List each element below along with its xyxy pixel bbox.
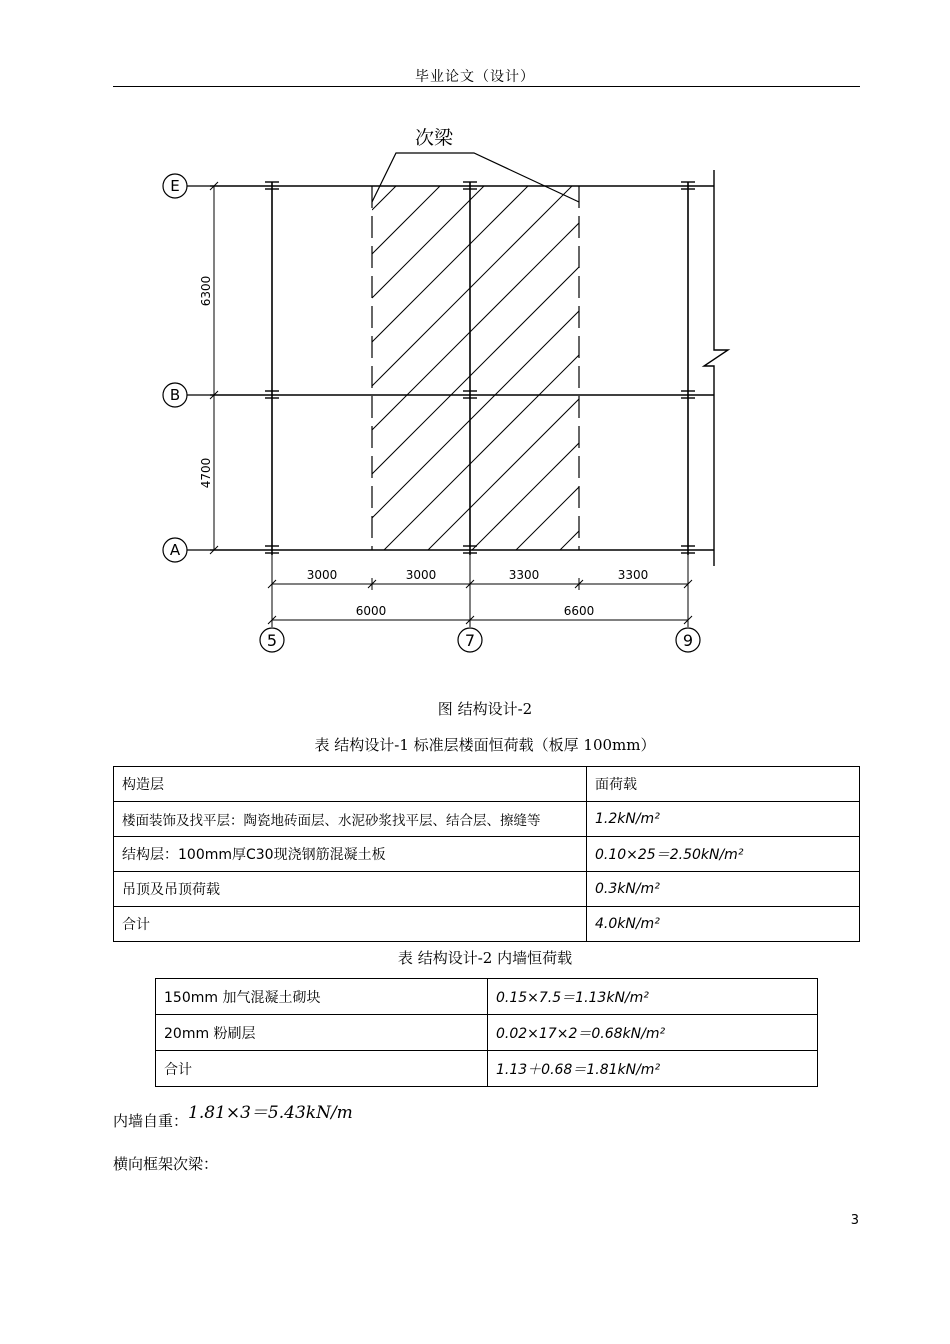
axis-label-b: B (169, 386, 181, 404)
dim-3000-b: 3000 (405, 568, 437, 582)
page-number: 3 (850, 1213, 859, 1228)
table-header-row (114, 767, 860, 802)
dim-3000-a: 3000 (306, 568, 338, 582)
figure-caption: 图 结构设计-2 (437, 700, 533, 718)
table1-dead-load (113, 766, 860, 942)
table-row (156, 979, 818, 1015)
table-cell: 1.13＋0.68＝1.81kN/m² (488, 1051, 818, 1087)
table-cell: 0.15×7.5＝1.13kN/m² (488, 979, 818, 1015)
beam-label: 次梁 (414, 127, 454, 149)
dim-6000: 6000 (355, 604, 387, 618)
table-cell: 0.3kN/m² (587, 872, 860, 907)
table-row (156, 1015, 818, 1051)
dim-6600: 6600 (563, 604, 595, 618)
structural-plan-drawing (150, 115, 750, 665)
axis-label-9: 9 (682, 631, 694, 650)
table-row (114, 907, 860, 942)
bottom-dimensions (268, 555, 692, 627)
col-axis-bubbles (260, 628, 700, 652)
table-cell: 楼面装饰及找平层：陶瓷地砖面层、水泥砂浆找平层、结合层、擦缝等 (114, 802, 587, 837)
dim-3300-b: 3300 (617, 568, 649, 582)
table-row (114, 872, 860, 907)
table-cell: 150mm 加气混凝土砌块 (156, 979, 488, 1015)
row-axis-bubbles (163, 174, 187, 562)
table-cell: 4.0kN/m² (587, 907, 860, 942)
vertical-dimension (210, 182, 218, 554)
wall-weight-line (113, 1098, 353, 1130)
axis-label-a: A (169, 541, 181, 559)
dim-3300-a: 3300 (508, 568, 540, 582)
table-row (114, 837, 860, 872)
table-cell: 20mm 粉刷层 (156, 1015, 488, 1051)
dim-6300: 6300 (199, 275, 213, 307)
table1-caption: 表 结构设计-1 标准层楼面恒荷载（板厚 100mm） (314, 736, 656, 754)
table2-inner-wall-load (155, 978, 818, 1087)
beam-dashed-lines (372, 186, 579, 550)
table-header-cell: 面荷载 (587, 767, 860, 802)
axis-label-5: 5 (266, 631, 278, 650)
axis-label-7: 7 (464, 631, 476, 650)
table-cell: 1.2kN/m² (587, 802, 860, 837)
grid-lines (210, 182, 714, 555)
table-cell: 吊顶及吊顶荷载 (114, 872, 587, 907)
table-row (114, 802, 860, 837)
table-cell: 合计 (114, 907, 587, 942)
table-cell: 0.02×17×2＝0.68kN/m² (488, 1015, 818, 1051)
table-header-cell: 构造层 (114, 767, 587, 802)
header-rule (113, 86, 860, 87)
axis-label-e: E (170, 177, 180, 195)
next-section-heading: 横向框架次梁： (113, 1155, 219, 1173)
hatch-area (372, 186, 750, 665)
table-row (156, 1051, 818, 1087)
wall-weight-formula: 1.81×3＝5.43kN/m (188, 1103, 353, 1123)
table-cell: 0.10×25＝2.50kN/m² (587, 837, 860, 872)
table2-caption: 表 结构设计-2 内墙恒荷载 (397, 949, 573, 967)
break-line (704, 170, 728, 566)
table-cell: 结构层：100mm厚C30现浇钢筋混凝土板 (114, 837, 587, 872)
dim-4700: 4700 (199, 457, 213, 489)
header-title: 毕业论文（设计） (415, 69, 535, 85)
table-cell: 合计 (156, 1051, 488, 1087)
wall-weight-label: 内墙自重： (113, 1112, 189, 1130)
